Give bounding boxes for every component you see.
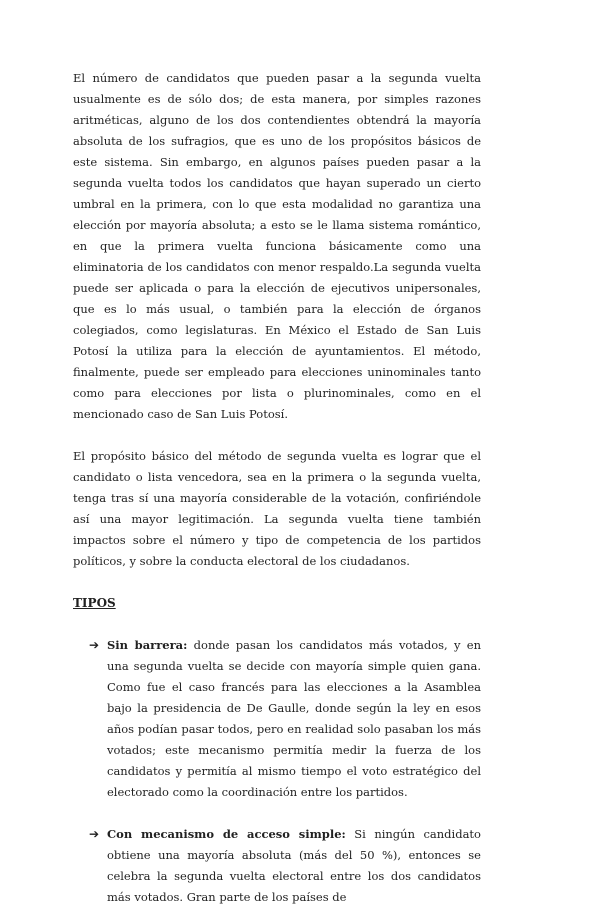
arrow-right-icon: ➔: [89, 638, 100, 652]
list-item-lead: Sin barrera:: [107, 638, 188, 652]
arrow-right-icon: ➔: [89, 827, 100, 841]
paragraph-runoff-candidates: El número de candidatos que pueden pasar a la segunda vuelta usualmente es de sólo dos; de esta manera, por simples razones aritméticas, alguno de los dos contendientes obtendrá la mayoría absoluta de los sufragios, que es uno de los propósitos básicos de este sistema. Sin embargo, en algunos países pueden pasar a la segunda vuelta todos los candidatos que hayan superado un cierto umbral en la primera, con lo que esta modalidad no garantiza una elección por mayoría absoluta; a esto se le llama sistema romántico, en que la primera vuelta funciona básicamente como una eliminatoria de los candidatos con menor respaldo.La segunda vuelta puede ser aplicada o para la elección de ejecutivos unipersonales, que es lo más usual, o también para la elección de órganos colegiados, como legislaturas. En México el Estado de San Luis Potosí la utiliza para la elección de ayuntamientos. El método, finalmente, puede ser empleado para elecciones uninominales tanto como para elecciones por lista o plurinominales, como en el mencionado caso de San Luis Potosí.: [73, 71, 481, 421]
list-item-lead: Con mecanismo de acceso simple:: [107, 827, 346, 841]
types-list: [73, 635, 481, 908]
list-item: [73, 824, 481, 908]
list-item-text: donde pasan los candidatos más votados, y en una segunda vuelta se decide con mayoría simple quien gana. Como fue el caso francés para las elecciones a la Asamblea bajo la presidencia de De Gaulle, donde según la ley en esos años podían pasar todos, pero en realidad solo pasaban los más votados; este mecanismo permitía medir la fuerza de los candidatos y permitía al mismo tiempo el voto estratégico del electorado como la coordinación entre los partidos.: [107, 638, 481, 799]
list-item-text: Si ningún candidato obtiene una mayoría absoluta (más del 50 %), entonces se celebra la segunda vuelta electoral entre los dos candidatos más votados. Gran parte de los países de: [107, 827, 481, 904]
paragraph-runoff-purpose: El propósito básico del método de segunda vuelta es lograr que el candidato o lista vencedora, sea en la primera o la segunda vuelta, tenga tras sí una mayoría considerable de la votación, confiriéndole así una mayor legitimación. La segunda vuelta tiene también impactos sobre el número y tipo de competencia de los partidos políticos, y sobre la conducta electoral de los ciudadanos.: [73, 449, 481, 568]
list-item: [73, 635, 481, 803]
document-page: [73, 68, 481, 908]
section-heading-tipos: TIPOS: [73, 596, 116, 610]
